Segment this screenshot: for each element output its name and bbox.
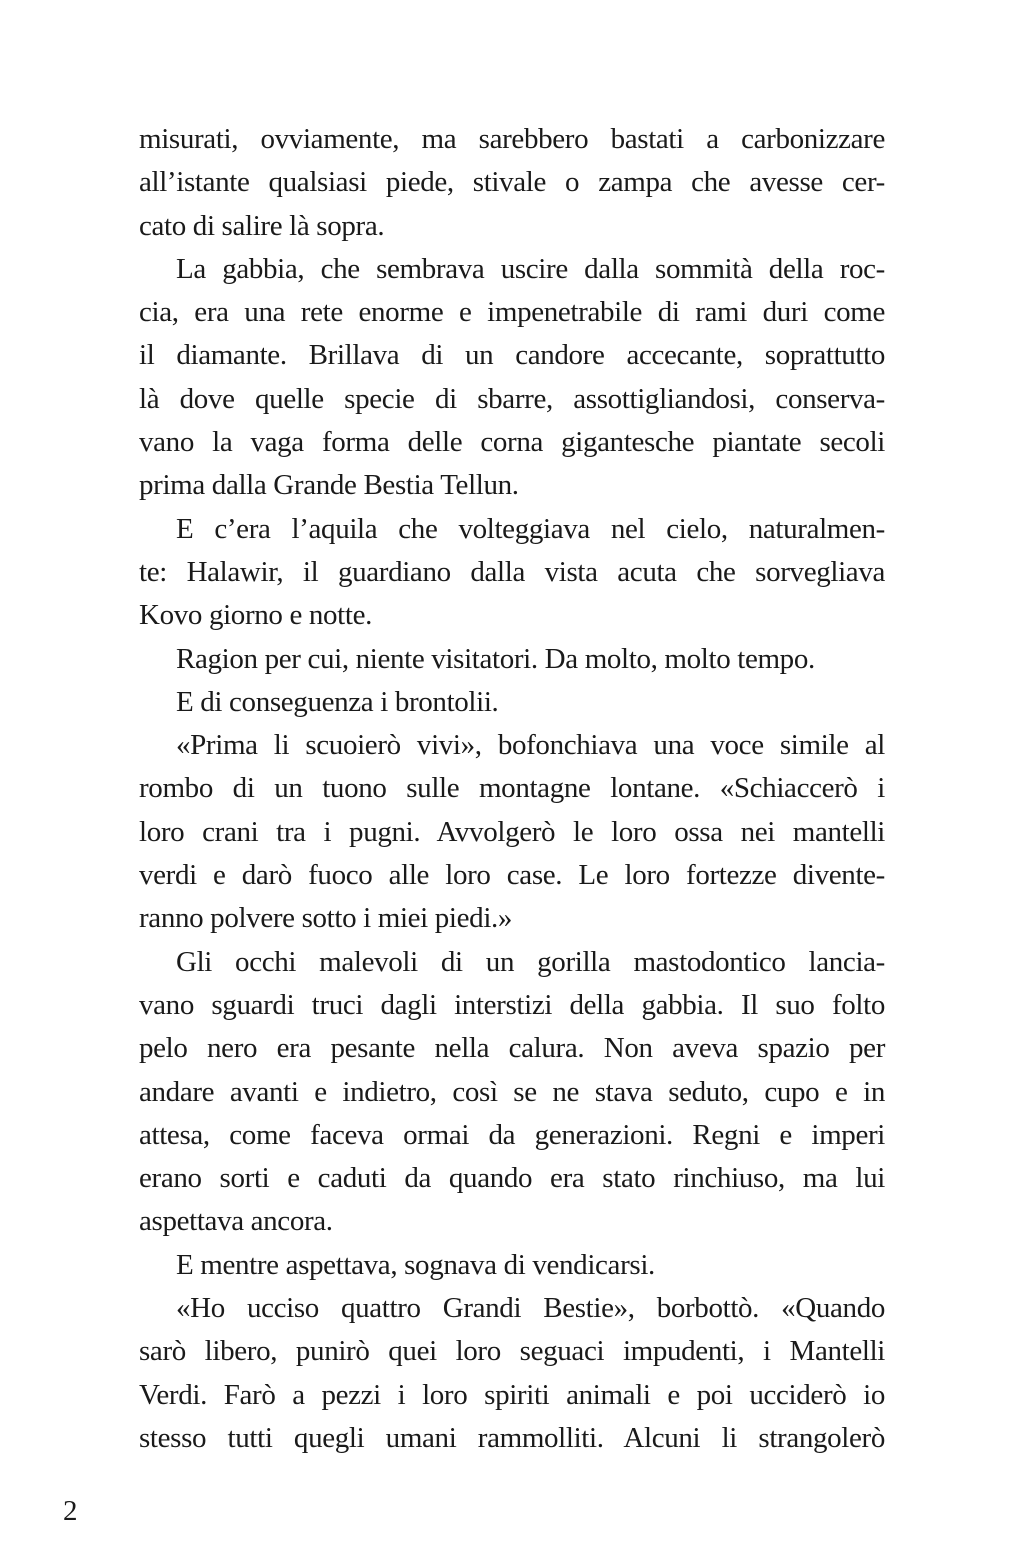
text-line: E c’era l’aquila che volteggiava nel cielo, naturalmen- bbox=[176, 512, 885, 545]
text-line: Gli occhi malevoli di un gorilla mastodontico lancia- bbox=[176, 945, 885, 978]
text-line: loro crani tra i pugni. Avvolgerò le loro ossa nei mantelli bbox=[139, 815, 885, 848]
text-line: aspettava ancora. bbox=[139, 1205, 333, 1238]
text-line: là dove quelle specie di sbarre, assottigliandosi, conserva- bbox=[139, 382, 885, 415]
text-line: il diamante. Brillava di un candore accecante, soprattutto bbox=[139, 339, 885, 372]
page-number: 2 bbox=[63, 1495, 78, 1527]
text-line: Kovo giorno e notte. bbox=[139, 599, 373, 632]
text-line: cato di salire là sopra. bbox=[139, 209, 385, 242]
text-line: Ragion per cui, niente visitatori. Da molto, molto tempo. bbox=[176, 642, 815, 675]
text-line: «Ho ucciso quattro Grandi Bestie», borbottò. «Quando bbox=[176, 1292, 885, 1325]
text-line: vano la vaga forma delle corna gigantesche piantate secoli bbox=[139, 426, 885, 459]
text-line: La gabbia, che sembrava uscire dalla sommità della roc- bbox=[176, 252, 885, 285]
text-line: E di conseguenza i brontolii. bbox=[176, 685, 499, 718]
page-body-text bbox=[139, 118, 885, 1460]
text-line: te: Halawir, il guardiano dalla vista acuta che sorvegliava bbox=[139, 555, 885, 588]
text-line: erano sorti e caduti da quando era stato rinchiuso, ma lui bbox=[139, 1162, 885, 1195]
text-line: andare avanti e indietro, così se ne stava seduto, cupo e in bbox=[139, 1075, 885, 1108]
text-line: E mentre aspettava, sognava di vendicarsi. bbox=[176, 1248, 655, 1281]
text-line: all’istante qualsiasi piede, stivale o zampa che avesse cer- bbox=[139, 166, 885, 199]
text-line: verdi e darò fuoco alle loro case. Le loro fortezze divente- bbox=[139, 859, 885, 892]
text-line: cia, era una rete enorme e impenetrabile di rami duri come bbox=[139, 296, 885, 329]
text-line: prima dalla Grande Bestia Tellun. bbox=[139, 469, 519, 502]
text-line: Verdi. Farò a pezzi i loro spiriti animali e poi ucciderò io bbox=[139, 1378, 885, 1411]
text-line: misurati, ovviamente, ma sarebbero bastati a carbonizzare bbox=[139, 123, 885, 155]
text-line: vano sguardi truci dagli interstizi della gabbia. Il suo folto bbox=[139, 988, 885, 1021]
text-line: stesso tutti quegli umani rammolliti. Alcuni li strangolerò bbox=[139, 1421, 885, 1454]
text-line: rombo di un tuono sulle montagne lontane. «Schiaccerò i bbox=[139, 772, 885, 805]
text-line: attesa, come faceva ormai da generazioni. Regni e imperi bbox=[139, 1118, 885, 1151]
text-line: sarò libero, punirò quei loro seguaci impudenti, i Mantelli bbox=[139, 1335, 885, 1368]
text-line: ranno polvere sotto i miei piedi.» bbox=[139, 902, 513, 935]
text-line: pelo nero era pesante nella calura. Non aveva spazio per bbox=[139, 1032, 885, 1065]
text-line: «Prima li scuoierò vivi», bofonchiava una voce simile al bbox=[176, 729, 885, 762]
